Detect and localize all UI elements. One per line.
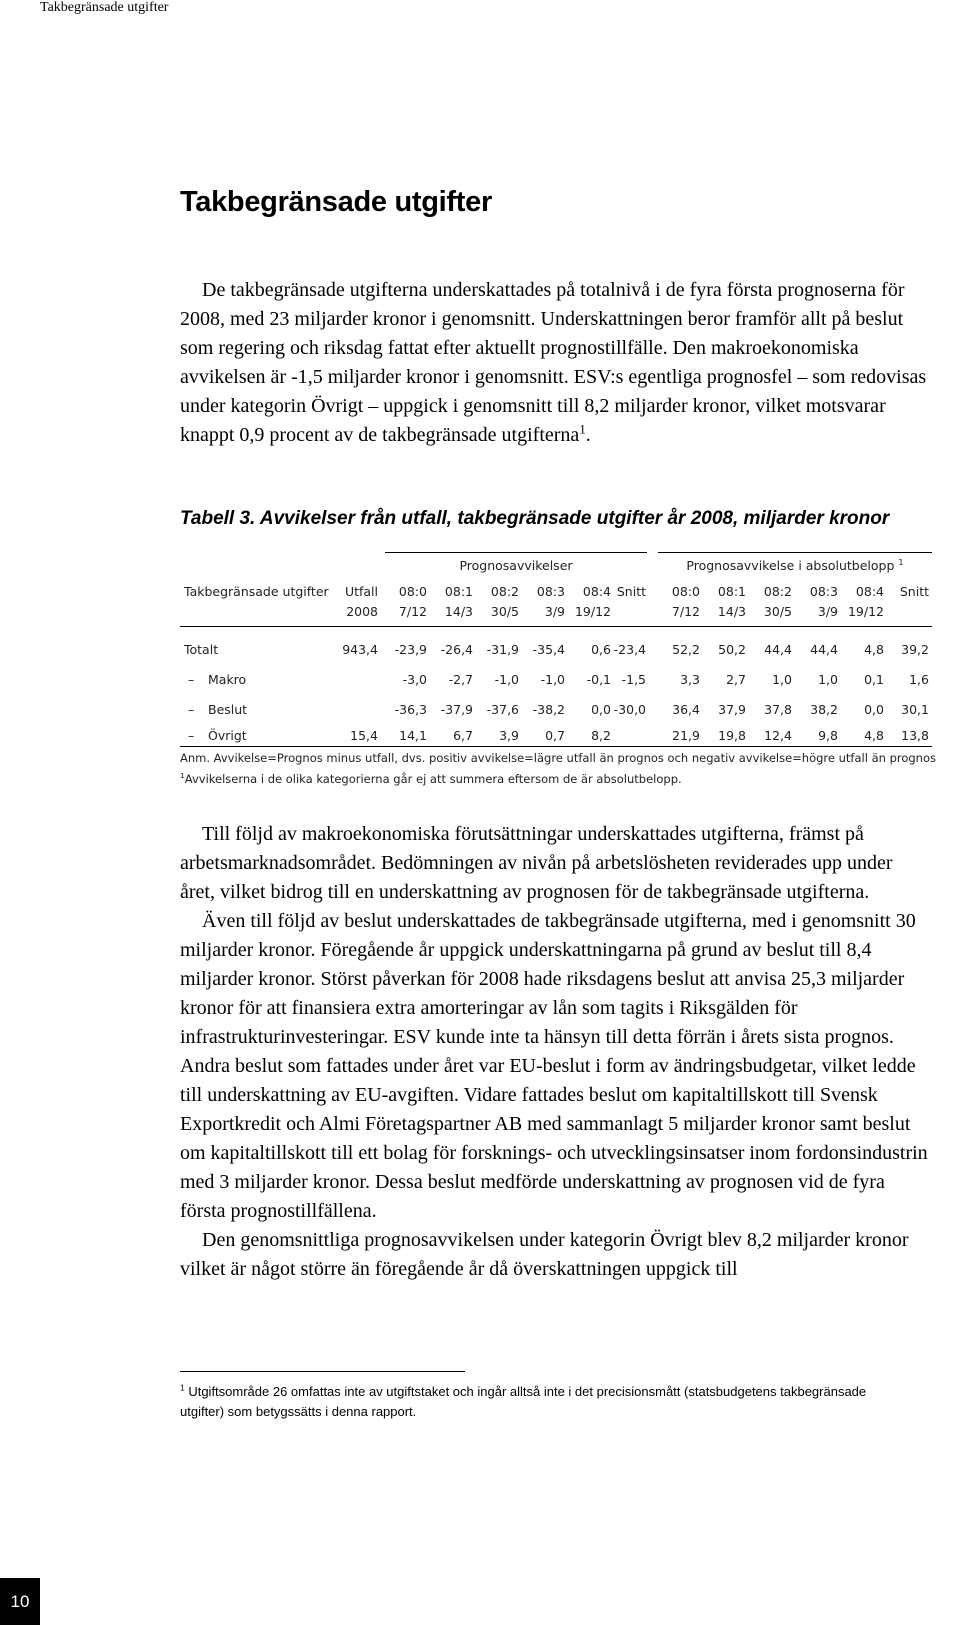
running-head: Takbegränsade utgifter <box>40 0 169 15</box>
table-cell: 14,1 <box>399 728 427 743</box>
column-header-top: Snitt <box>899 584 929 599</box>
table-note: Anm. Avvikelse=Prognos minus utfall, dvs. positiv avvikelse=lägre utfall än prognos och negativ avvikelse=högre utfall än prognos <box>180 751 936 765</box>
column-header-top: Snitt <box>616 584 646 599</box>
group-header-absolutbelopp: Prognosavvikelse i absolutbelopp $^1$ <box>686 556 904 573</box>
column-header-bottom: 7/12 <box>398 604 427 619</box>
column-header-top: 08:1 <box>717 584 746 599</box>
column-header-top: 08:1 <box>444 584 473 599</box>
footnote-ref: 1 <box>579 421 586 437</box>
table-cell: 4,8 <box>864 642 884 657</box>
table-cell: 3,9 <box>499 728 519 743</box>
page-number: 10 <box>0 1578 40 1625</box>
column-header-bottom: 19/12 <box>847 604 884 619</box>
group-rule-2 <box>658 552 932 553</box>
footnote <box>180 1382 900 1422</box>
column-header-bottom: 19/12 <box>574 604 611 619</box>
table-cell: -2,7 <box>448 672 473 687</box>
table-cell: 13,8 <box>901 728 929 743</box>
column-header-top: 08:0 <box>398 584 427 599</box>
footnote-text: Utgiftsområde 26 omfattas inte av utgiftstaket och ingår alltså inte i det precisionsmått (statsbudgetens takbegränsade utgifter) som betygssätts i denna rapport. <box>180 1384 867 1419</box>
column-header-top: 08:3 <box>809 584 838 599</box>
row-label: Makro <box>208 672 247 687</box>
table-cell: -0,1 <box>586 672 611 687</box>
table-cell: 1,0 <box>818 672 838 687</box>
column-header-top: 08:0 <box>671 584 700 599</box>
table-cell: -26,4 <box>440 642 473 657</box>
table-cell: 38,2 <box>810 702 838 717</box>
table-cell: 8,2 <box>591 728 611 743</box>
column-header-bottom: 30/5 <box>763 604 792 619</box>
table-footnote: $^1$Avvikelserna i de olika kategorierna går ej att summera eftersom de är absolutbelopp. <box>180 771 682 786</box>
paragraph-3: Den genomsnittliga prognosavvikelsen under kategorin Övrigt blev 8,2 miljarder kronor vilket är något större än föregående år då överskattningen uppgick till <box>180 1229 909 1280</box>
table-cell: 1,6 <box>909 672 929 687</box>
table-cell: -37,6 <box>486 702 519 717</box>
column-header-bottom: 7/12 <box>671 604 700 619</box>
table-cell: 1,0 <box>772 672 792 687</box>
table-cell: -1,0 <box>540 672 565 687</box>
header-rule <box>180 626 932 627</box>
table-cell: 44,4 <box>810 642 838 657</box>
table-cell: 30,1 <box>901 702 929 717</box>
paragraph-1: Till följd av makroekonomiska förutsättningar underskattades utgifterna, främst på arbetsmarknadsområdet. Bedömningen av nivån på arbetslösheten reviderades upp under året, vilket bidrog till en underskattning av prognosen för de takbegränsade utgifterna. <box>180 823 893 903</box>
column-header-top: 08:4 <box>582 584 611 599</box>
table-cell: -38,2 <box>532 702 565 717</box>
footnote-number: 1 <box>180 1382 185 1393</box>
utfall-label: Utfall <box>344 584 378 599</box>
group-header-prognosavvikelser: Prognosavvikelser <box>459 558 573 573</box>
table-cell: -30,0 <box>613 702 646 717</box>
group-rule-1 <box>385 552 647 553</box>
paragraph-2: Även till följd av beslut underskattades de takbegränsade utgifterna, med i genomsnitt 30 miljarder kronor. Föregående år uppgick underskattningarna på grund av beslut till 8,4 miljarder kronor. Störst påverkan för 2008 hade riksdagens beslut att anvisa 25,3 miljarder kronor för att finansiera extra amorteringar av lån som tagits i Riksgälden för infrastrukturinvesteringar. ESV kunde inte ta hänsyn till detta förrän i årets sista prognos. Andra beslut som fattades under året var EU-beslut i form av ändringsbudgetar, vilket ledde till underskattning av EU-avgiften. Vidare fattades beslut om kapitaltillskott till Svensk Exportkredit och Almi Företagspartner AB med sammanlagt 5 miljarder kronor samt beslut om kapitaltillskott till ett bolag för forsknings- och utvecklingsinsatser inom fordonsindustrin med 3 miljarder kronor. Dessa beslut medförde underskattning av prognosen vid de fyra första prognostillfällena. <box>180 910 928 1222</box>
table-cell: 37,8 <box>764 702 792 717</box>
row-header-label: Takbegränsade utgifter <box>184 584 329 599</box>
footnote-rule <box>180 1371 465 1372</box>
utfall-cell: 15,4 <box>350 728 378 743</box>
row-label: Totalt <box>184 642 219 657</box>
table-cell: 37,9 <box>718 702 746 717</box>
table-cell: 3,3 <box>680 672 700 687</box>
column-header-bottom: 3/9 <box>817 604 838 619</box>
table-cell: 0,6 <box>591 642 611 657</box>
row-dash: – <box>188 672 195 687</box>
column-header-top: 08:2 <box>490 584 519 599</box>
table-cell: 4,8 <box>864 728 884 743</box>
table-cell: -3,0 <box>402 672 427 687</box>
table-cell: 19,8 <box>718 728 746 743</box>
table-cell: 2,7 <box>726 672 746 687</box>
row-label: Övrigt <box>208 728 247 743</box>
table-cell: -31,9 <box>486 642 519 657</box>
table-cell: -1,0 <box>494 672 519 687</box>
row-label: Beslut <box>208 702 248 717</box>
utfall-cell: 943,4 <box>342 642 378 657</box>
row-dash: – <box>188 728 195 743</box>
table-caption: Tabell 3. Avvikelser från utfall, takbegränsade utgifter år 2008, miljarder kronor <box>180 508 890 529</box>
body-text <box>180 820 932 1284</box>
table-cell: 39,2 <box>901 642 929 657</box>
deviation-table <box>180 548 936 798</box>
table-cell: 9,8 <box>818 728 838 743</box>
column-header-top: 08:3 <box>536 584 565 599</box>
intro-text: De takbegränsade utgifterna underskattades på totalnivå i de fyra första prognoserna för 2008, med 23 miljarder kronor i genomsnitt. Underskattningen beror framför allt på beslut som regering och riksdag fattat efter aktuellt prognostillfälle. Den makroekonomiska avvikelsen är -1,5 miljarder kronor i genomsnitt. ESV:s egentliga prognosfel – som redovisas under kategorin Övrigt – uppgick i genomsnitt till 8,2 miljarder kronor, vilket motsvarar knappt 0,9 procent av de takbegränsade utgifterna <box>180 279 927 446</box>
table-cell: 21,9 <box>672 728 700 743</box>
row-dash: – <box>188 702 195 717</box>
table-cell: -36,3 <box>394 702 427 717</box>
table-cell: 0,1 <box>864 672 884 687</box>
bottom-rule <box>180 746 932 747</box>
column-header-bottom: 30/5 <box>490 604 519 619</box>
table-cell: -37,9 <box>440 702 473 717</box>
intro-paragraph <box>180 276 932 450</box>
table-cell: 12,4 <box>764 728 792 743</box>
intro-end: . <box>585 424 591 446</box>
table-cell: 0,0 <box>864 702 884 717</box>
page-title: Takbegränsade utgifter <box>180 186 492 218</box>
table-cell: 44,4 <box>764 642 792 657</box>
table-cell: 0,7 <box>545 728 565 743</box>
table-cell: -1,5 <box>621 672 646 687</box>
column-header-top: 08:4 <box>855 584 884 599</box>
column-header-bottom: 14/3 <box>717 604 746 619</box>
column-header-bottom: 14/3 <box>444 604 473 619</box>
table-cell: 36,4 <box>672 702 700 717</box>
table-cell: 52,2 <box>672 642 700 657</box>
table-cell: 0,0 <box>591 702 611 717</box>
column-header-bottom: 3/9 <box>544 604 565 619</box>
table-cell: 6,7 <box>453 728 473 743</box>
table-cell: -35,4 <box>532 642 565 657</box>
table-cell: -23,9 <box>394 642 427 657</box>
table-cell: -23,4 <box>613 642 646 657</box>
utfall-year: 2008 <box>346 604 378 619</box>
column-header-top: 08:2 <box>763 584 792 599</box>
table-cell: 50,2 <box>718 642 746 657</box>
